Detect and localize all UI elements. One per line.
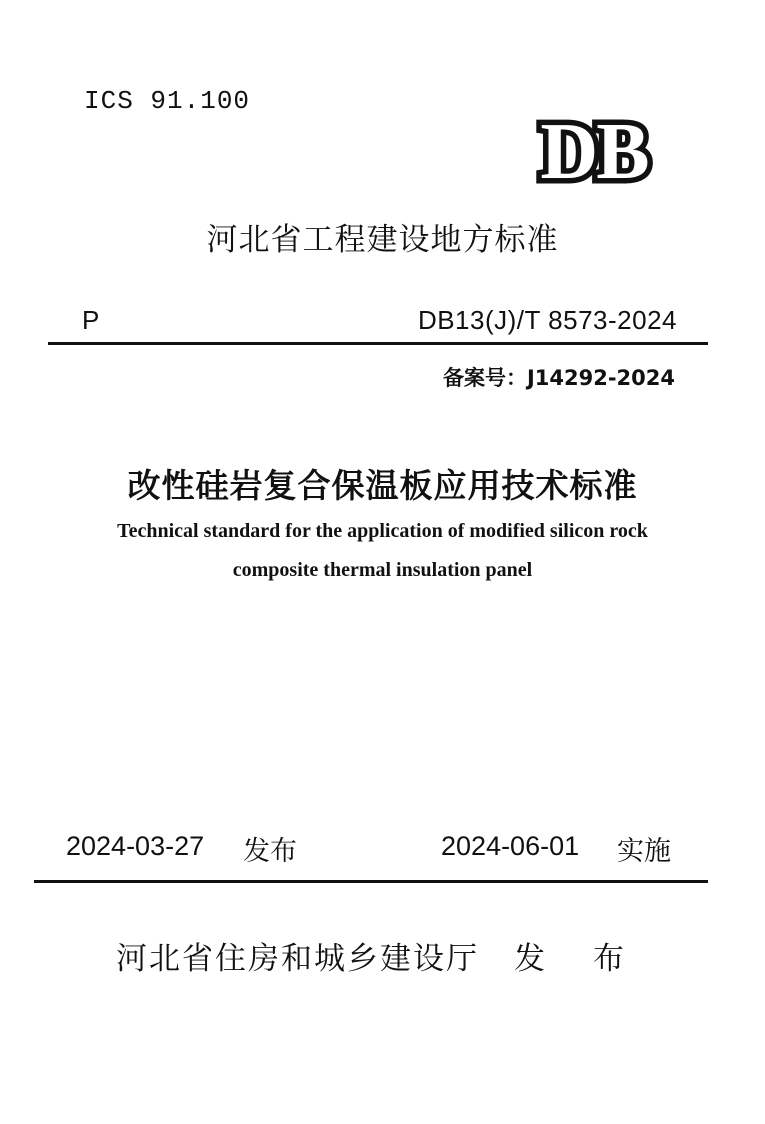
title-english-line1: Technical standard for the application of modified silicon rock [117, 520, 648, 542]
title-english-line2: composite thermal insulation panel [232, 559, 533, 581]
record-number: 备案号：J14292-2024 [442, 366, 675, 390]
publisher-name: 河北省住房和城乡建设厅 [116, 941, 479, 977]
standard-number: DB13(J)/T 8573-2024 [417, 305, 677, 335]
classification-code: P [82, 305, 100, 335]
publish-char-1: 发 [514, 941, 545, 977]
db-logo [510, 116, 678, 186]
issue-label: 发布 [243, 836, 297, 867]
issue-date: 2024-03-27 [66, 831, 205, 861]
ics-code: ICS 91.100 [84, 86, 251, 116]
implementation-date: 2024-06-01 [441, 831, 580, 861]
db-logo-text: DB [540, 116, 648, 186]
bottom-divider [34, 880, 708, 883]
issuing-authority-heading: 河北省工程建设地方标准 [206, 222, 559, 258]
top-divider [48, 342, 708, 345]
implementation-label: 实施 [617, 836, 671, 867]
title-chinese: 改性硅岩复合保温板应用技术标准 [127, 466, 638, 505]
publish-char-2: 布 [593, 941, 624, 977]
